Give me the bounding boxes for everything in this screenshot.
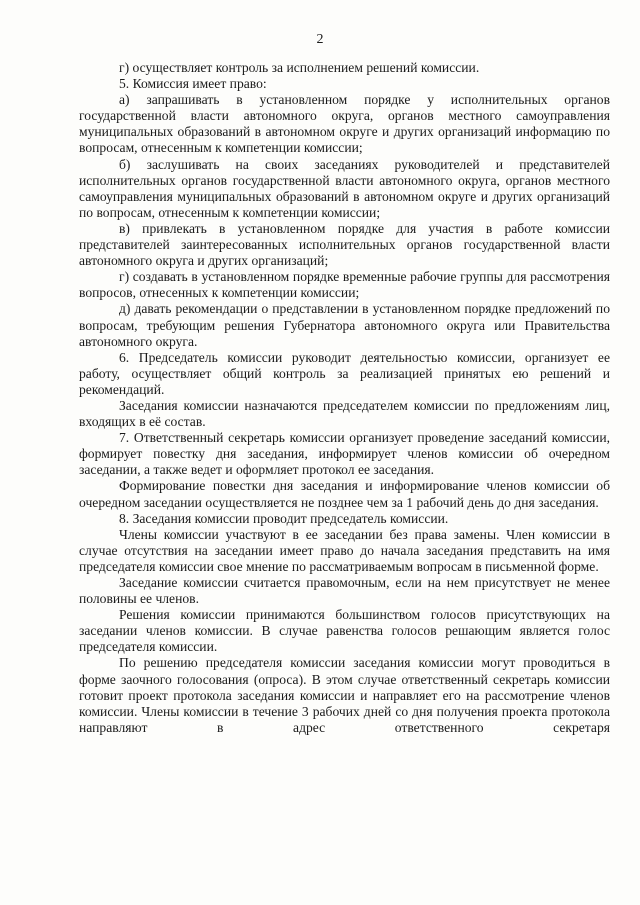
- paragraph: 8. Заседания комиссии проводит председатель комиссии.: [119, 510, 449, 526]
- paragraph: а) запрашивать в установленном порядке у исполнительных органов государственной власти автономного округа, органов местного самоуправления муниципальных образований в автономном округе и других организаций информацию по вопросам, отнесенным к компетенции комиссии;: [79, 92, 610, 156]
- page-number: 2: [316, 32, 324, 47]
- paragraph: г) создавать в установленном порядке временные рабочие группы для рассмотрения вопросов, отнесенных к компетенции комиссии;: [79, 269, 610, 301]
- paragraph: б) заслушивать на своих заседаниях руководителей и представителей исполнительных органов государственной власти автономного округа, органов местного самоуправления муниципальных образований в автономном округе и других организаций по вопросам, отнесенным к компетенции комиссии;: [79, 156, 610, 220]
- paragraph: Заседание комиссии считается правомочным, если на нем присутствует не менее половины ее членов.: [79, 575, 610, 607]
- paragraph: Члены комиссии участвуют в ее заседании без права замены. Член комиссии в случае отсутствия на заседании имеет право до начала заседания представить на имя председателя комиссии свое мнение по рассматриваемым вопросам в письменной форме.: [79, 526, 610, 574]
- paragraph: 7. Ответственный секретарь комиссии организует проведение заседаний комиссии, формирует повестку дня заседания, информирует членов комиссии об очередном заседании, а также ведет и оформляет протокол ее заседания.: [79, 430, 610, 478]
- paragraph: г) осуществляет контроль за исполнением решений комиссии.: [119, 60, 480, 75]
- paragraph: Формирование повестки дня заседания и информирование членов комиссии об очередном заседании осуществляется не позднее чем за 1 рабочий день до дня заседания.: [79, 478, 610, 510]
- document-body: [79, 60, 610, 736]
- paragraph: 5. Комиссия имеет право:: [119, 76, 267, 92]
- paragraph: в) привлекать в установленном порядке для участия в работе комиссии представителей заинтересованных исполнительных органов государственной власти автономного округа и других организаций;: [79, 220, 610, 269]
- paragraph: Решения комиссии принимаются большинством голосов присутствующих на заседании членов комиссии. В случае равенства голосов решающим является голос председателя комиссии.: [79, 607, 610, 655]
- paragraph: По решению председателя комиссии заседания комиссии могут проводиться в форме заочного голосования (опроса). В этом случае ответственный секретарь комиссии готовит проект протокола заседания комиссии и направляет его на рассмотрение членов комиссии. Члены комиссии в течение 3 рабочих дней со дня получения проекта протокола направляют в адрес ответственного секретаря: [79, 655, 610, 735]
- paragraph: д) давать рекомендации о представлении в установленном порядке предложений по вопросам, требующим решения Губернатора автономного округа или Правительства автономного округа.: [79, 301, 610, 349]
- paragraph: Заседания комиссии назначаются председателем комиссии по предложениям лиц, входящих в её состав.: [79, 397, 610, 430]
- paragraph: 6. Председатель комиссии руководит деятельностью комиссии, организует ее работу, осуществляет общий контроль за реализацией принятых ею решений и рекомендаций.: [79, 349, 610, 397]
